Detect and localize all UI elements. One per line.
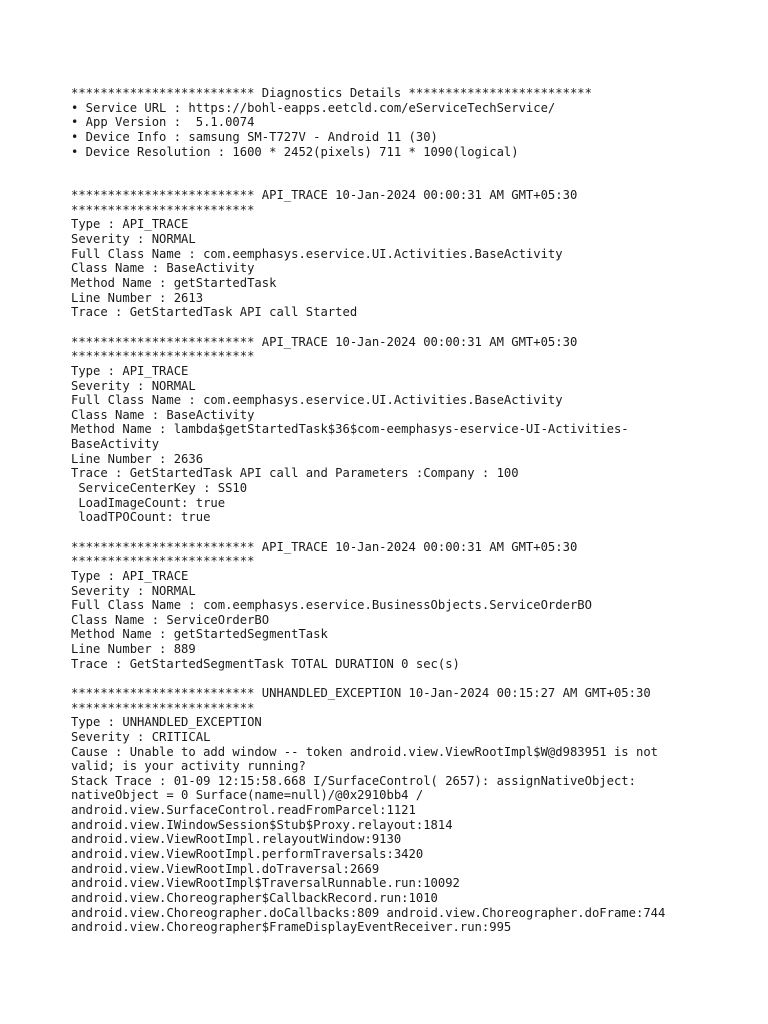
entry-cause-cont: valid; is your activity running? (71, 759, 306, 774)
entry-stack-trace: Stack Trace : 01-09 12:15:58.668 I/SurfaceControl( 2657): assignNativeObject: (71, 773, 636, 788)
diagnostics-service-url: • Service URL : https://bohl-eapps.eetcld.com/eServiceTechService/ (71, 100, 556, 115)
stack-trace-line: android.view.ViewRootImpl$TraversalRunnable.run:10092 (71, 876, 460, 891)
entry-trace: Trace : GetStartedTask API call Started (71, 305, 358, 320)
entry-trace-param: LoadImageCount: true (71, 495, 226, 510)
spacer (71, 525, 761, 540)
log-entry-1 (71, 188, 761, 320)
diagnostics-device-resolution: • Device Resolution : 1600 * 2452(pixels) 711 * 1090(logical) (71, 144, 519, 159)
entry-type: Type : API_TRACE (71, 568, 189, 583)
spacer (71, 671, 761, 686)
entry-header-rule: ************************* (71, 202, 255, 217)
stack-trace-line: android.view.Choreographer$CallbackRecord.run:1010 (71, 890, 438, 905)
entry-line-number: Line Number : 2636 (71, 451, 204, 466)
entry-method-name: Method Name : getStartedSegmentTask (71, 627, 328, 642)
entry-severity: Severity : NORMAL (71, 378, 196, 393)
log-entry-3 (71, 540, 761, 672)
entry-type: Type : UNHANDLED_EXCEPTION (71, 715, 262, 730)
diagnostics-section (71, 86, 761, 159)
stack-trace-line: android.view.ViewRootImpl.performTraversals:3420 (71, 847, 424, 862)
entry-type: Type : API_TRACE (71, 363, 189, 378)
log-entry-4 (71, 686, 761, 935)
stack-trace-line: android.view.SurfaceControl.readFromParcel:1121 (71, 803, 416, 818)
entry-class-name: Class Name : ServiceOrderBO (71, 612, 270, 627)
entry-header-rule: ************************* (71, 349, 255, 364)
entry-full-class-name: Full Class Name : com.eemphasys.eservice.UI.Activities.BaseActivity (71, 246, 563, 261)
stack-trace-line: nativeObject = 0 Surface(name=null)/@0x2910bb4 / (71, 788, 424, 803)
entry-trace: Trace : GetStartedSegmentTask TOTAL DURATION 0 sec(s) (71, 656, 460, 671)
entry-line-number: Line Number : 889 (71, 642, 196, 657)
entry-trace: Trace : GetStartedTask API call and Parameters :Company : 100 (71, 466, 519, 481)
diagnostics-header: ************************* Diagnostics Details ************************* (71, 86, 592, 100)
entry-cause: Cause : Unable to add window -- token android.view.ViewRootImpl$W@d983951 is not (71, 744, 658, 759)
stack-trace-line: android.view.Choreographer$FrameDisplayEventReceiver.run:995 (71, 920, 512, 935)
entry-full-class-name: Full Class Name : com.eemphasys.eservice.BusinessObjects.ServiceOrderBO (71, 598, 592, 613)
stack-trace-line: android.view.Choreographer.doCallbacks:809 android.view.Choreographer.doFrame:744 (71, 905, 666, 920)
entry-trace-param: ServiceCenterKey : SS10 (71, 481, 248, 496)
entry-severity: Severity : CRITICAL (71, 729, 211, 744)
entry-trace-param: loadTPOCount: true (71, 510, 211, 525)
entry-method-name: Method Name : lambda$getStartedTask$36$com-eemphasys-eservice-UI-Activities- (71, 422, 629, 437)
entry-class-name: Class Name : BaseActivity (71, 407, 255, 422)
stack-trace-line: android.view.IWindowSession$Stub$Proxy.relayout:1814 (71, 817, 453, 832)
entry-severity: Severity : NORMAL (71, 583, 196, 598)
entry-header: ************************* API_TRACE 10-Jan-2024 00:00:31 AM GMT+05:30 (71, 539, 578, 554)
entry-method-name: Method Name : getStartedTask (71, 276, 277, 291)
entry-full-class-name: Full Class Name : com.eemphasys.eservice.UI.Activities.BaseActivity (71, 393, 563, 408)
entry-line-number: Line Number : 2613 (71, 290, 204, 305)
entry-header-rule: ************************* (71, 554, 255, 569)
entry-severity: Severity : NORMAL (71, 232, 196, 247)
diagnostics-app-version: • App Version : 5.1.0074 (71, 115, 255, 130)
stack-trace-line: android.view.ViewRootImpl.doTraversal:2669 (71, 861, 380, 876)
stack-trace-line: android.view.ViewRootImpl.relayoutWindow:9130 (71, 832, 402, 847)
entry-header: ************************* API_TRACE 10-Jan-2024 00:00:31 AM GMT+05:30 (71, 188, 578, 203)
entry-method-name-cont: BaseActivity (71, 437, 160, 452)
diagnostics-device-info: • Device Info : samsung SM-T727V - Android 11 (30) (71, 129, 438, 144)
entry-class-name: Class Name : BaseActivity (71, 261, 255, 276)
log-entry-2 (71, 335, 761, 525)
entry-header: ************************* UNHANDLED_EXCEPTION 10-Jan-2024 00:15:27 AM GMT+05:30 (71, 685, 651, 700)
spacer (71, 320, 761, 335)
spacer (71, 159, 761, 188)
log-document (71, 86, 761, 935)
entry-type: Type : API_TRACE (71, 217, 189, 232)
entry-header: ************************* API_TRACE 10-Jan-2024 00:00:31 AM GMT+05:30 (71, 334, 578, 349)
entry-header-rule: ************************* (71, 700, 255, 715)
